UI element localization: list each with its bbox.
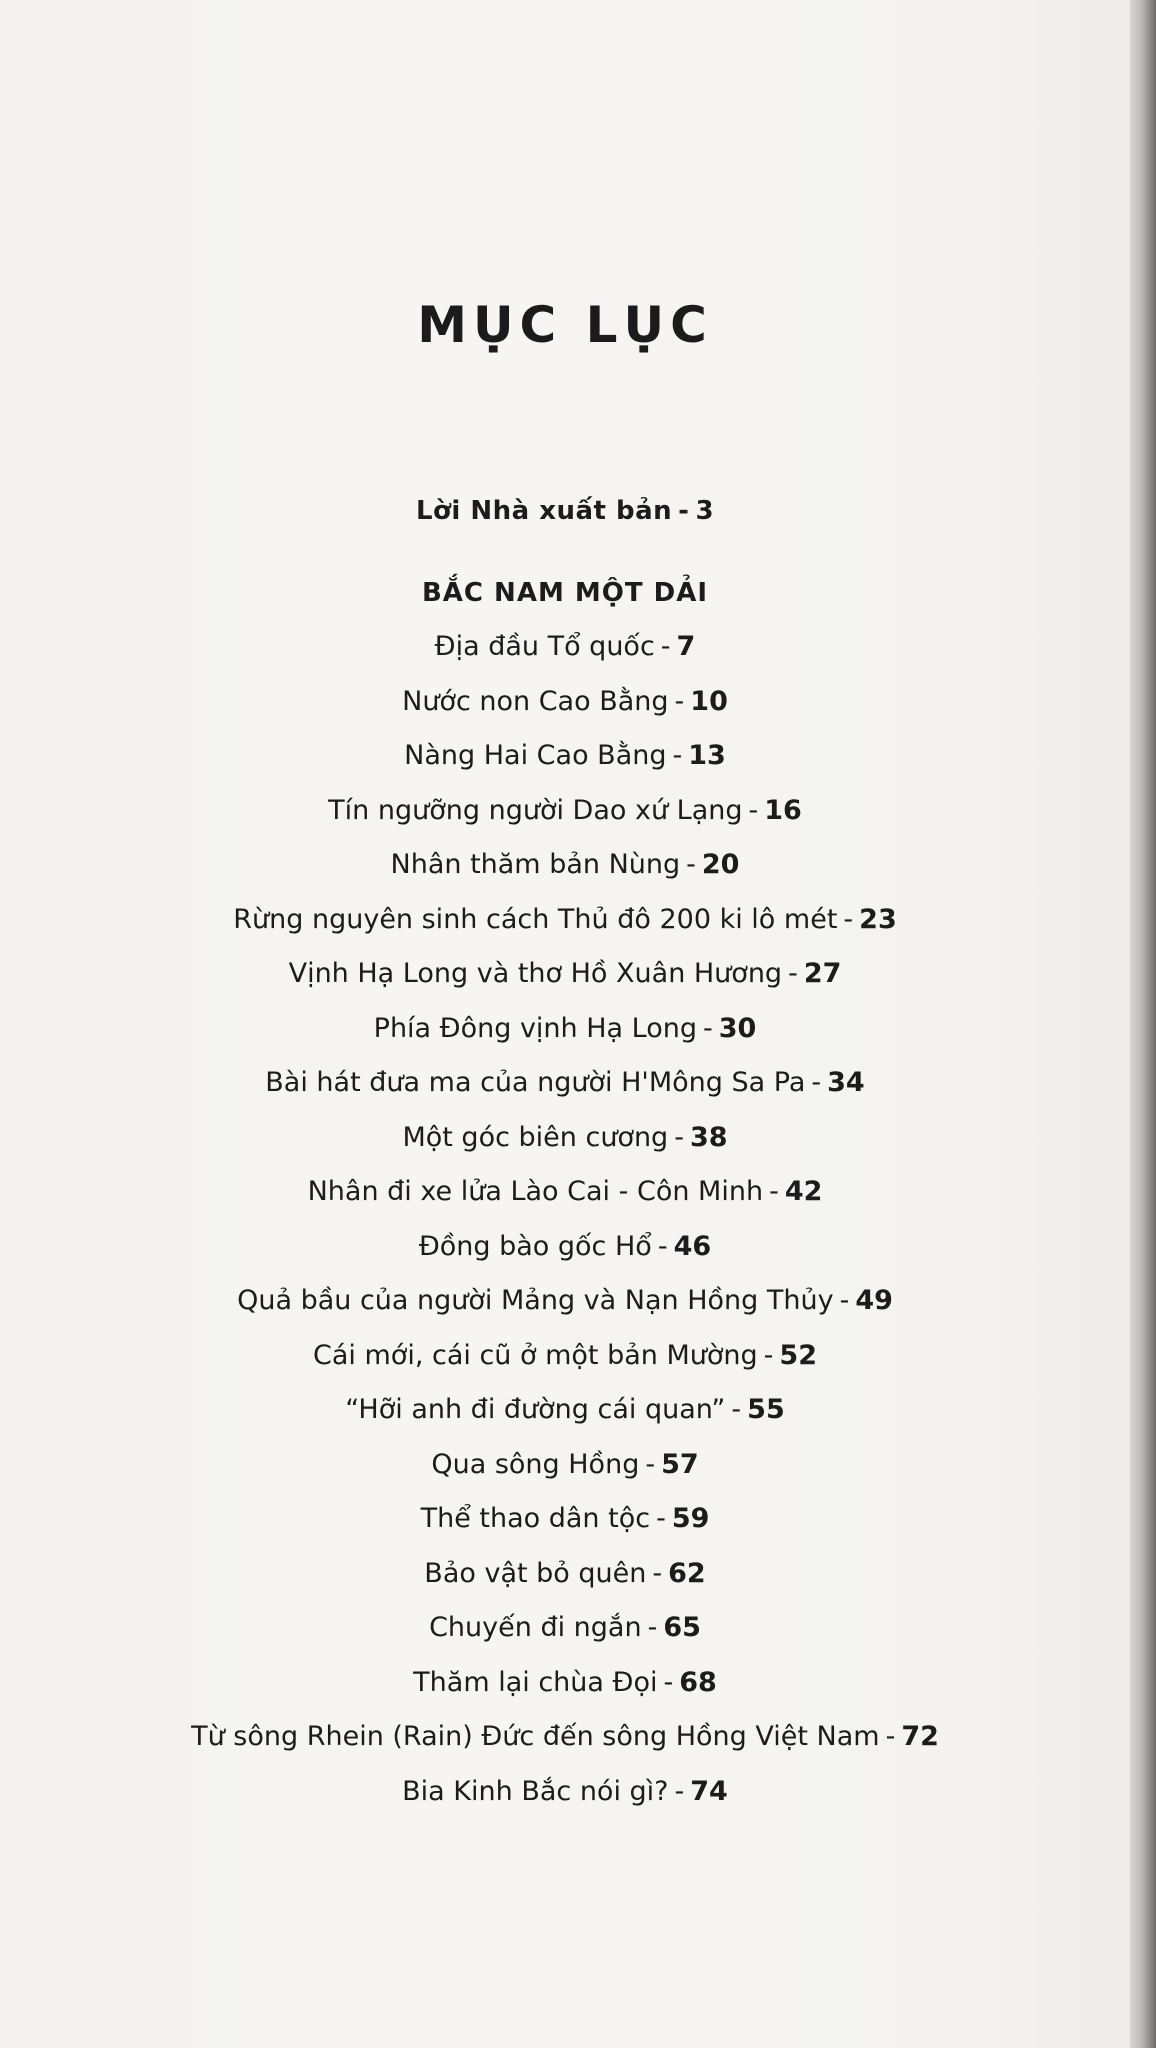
toc-entry-page: 57 bbox=[661, 1448, 699, 1480]
toc-entry-label: Bảo vật bỏ quên bbox=[424, 1557, 647, 1589]
toc-entry-page: 72 bbox=[901, 1721, 939, 1752]
toc-entry-label: Địa đầu Tổ quốc bbox=[434, 631, 655, 662]
toc-entry: Nàng Hai Cao Bằng - 13 bbox=[404, 740, 726, 771]
toc-entry: Nhân thăm bản Nùng - 20 bbox=[390, 849, 740, 880]
toc-entry: Cái mới, cái cũ ở một bản Mường - 52 bbox=[313, 1339, 817, 1371]
toc-entry-label: Bài hát đưa ma của người H'Mông Sa Pa bbox=[265, 1067, 806, 1098]
toc-entry: Quả bầu của người Mảng và Nạn Hồng Thủy - 49 bbox=[237, 1285, 893, 1316]
toc-entry-page: 20 bbox=[701, 849, 740, 880]
toc-entry-page: 10 bbox=[690, 685, 728, 717]
toc-entry: Thể thao dân tộc - 59 bbox=[420, 1503, 710, 1534]
toc-entry: Địa đầu Tổ quốc - 7 bbox=[434, 631, 696, 662]
toc-entry-label: Nhân thăm bản Nùng bbox=[390, 849, 681, 880]
toc-entry-page: 46 bbox=[673, 1230, 712, 1262]
toc-entry-page: 59 bbox=[671, 1503, 710, 1534]
toc-list bbox=[0, 484, 1130, 1819]
toc-entry-page: 23 bbox=[859, 903, 897, 935]
toc-entry: Bảo vật bỏ quên - 62 bbox=[424, 1557, 706, 1589]
toc-entry-page: 7 bbox=[676, 631, 696, 662]
toc-entry: Thăm lại chùa Đọi - 68 bbox=[413, 1666, 717, 1698]
toc-entry: Đồng bào gốc Hổ - 46 bbox=[418, 1230, 712, 1262]
toc-entry-label: Vịnh Hạ Long và thơ Hồ Xuân Hương bbox=[288, 958, 783, 989]
toc-entry: Nước non Cao Bằng - 10 bbox=[402, 685, 728, 717]
toc-title: MỤC LỤC bbox=[417, 296, 713, 354]
toc-entry-page: 55 bbox=[747, 1394, 785, 1425]
toc-entry-label: Qua sông Hồng bbox=[431, 1448, 640, 1480]
toc-entry-page: 49 bbox=[855, 1285, 893, 1316]
toc-entry: Chuyến đi ngắn - 65 bbox=[429, 1612, 701, 1643]
toc-entry-page: 3 bbox=[695, 496, 715, 526]
toc-entry-label: Nước non Cao Bằng bbox=[402, 685, 669, 717]
toc-entry-page: 13 bbox=[688, 740, 726, 771]
toc-entry-page: 34 bbox=[827, 1067, 865, 1098]
toc-entry-page: 27 bbox=[803, 958, 842, 989]
toc-entry: Nhân đi xe lửa Lào Cai - Côn Minh - 42 bbox=[307, 1176, 823, 1207]
toc-entry-page: 68 bbox=[679, 1666, 717, 1698]
toc-entry-page: 52 bbox=[779, 1339, 817, 1371]
toc-entry-label: Bia Kinh Bắc nói gì? bbox=[402, 1775, 669, 1807]
toc-entry-page: 16 bbox=[764, 794, 802, 826]
toc-entry-page: 65 bbox=[663, 1612, 701, 1643]
toc-section-title: BẮC NAM MỘT DẢI bbox=[421, 577, 709, 608]
toc-entry-label: Nàng Hai Cao Bằng bbox=[404, 740, 667, 771]
toc-entry-label: Quả bầu của người Mảng và Nạn Hồng Thủy bbox=[237, 1285, 834, 1316]
toc-entry-label: Từ sông Rhein (Rain) Đức đến sông Hồng Việt Nam bbox=[191, 1721, 880, 1752]
toc-entry-label: Rừng nguyên sinh cách Thủ đô 200 ki lô mét bbox=[233, 903, 838, 935]
toc-entry-page: 42 bbox=[784, 1176, 823, 1207]
toc-entry-label: Phía Đông vịnh Hạ Long bbox=[373, 1012, 698, 1044]
toc-entry: Bia Kinh Bắc nói gì? - 74 bbox=[402, 1775, 728, 1807]
toc-entry: Từ sông Rhein (Rain) Đức đến sông Hồng Việt Nam - 72 bbox=[191, 1721, 939, 1752]
toc-entry-preface: Lời Nhà xuất bản - 3 bbox=[415, 496, 715, 526]
toc-entry-label: Thể thao dân tộc bbox=[420, 1503, 651, 1534]
toc-entry-label: Đồng bào gốc Hổ bbox=[418, 1230, 652, 1262]
toc-entry: Vịnh Hạ Long và thơ Hồ Xuân Hương - 27 bbox=[288, 958, 842, 989]
toc-entry-label: Nhân đi xe lửa Lào Cai - Côn Minh bbox=[307, 1176, 764, 1207]
toc-entry-page: 62 bbox=[668, 1557, 706, 1589]
toc-entry: Bài hát đưa ma của người H'Mông Sa Pa - 34 bbox=[265, 1067, 865, 1098]
toc-entry: Phía Đông vịnh Hạ Long - 30 bbox=[373, 1012, 757, 1044]
toc-entry: Rừng nguyên sinh cách Thủ đô 200 ki lô mét - 23 bbox=[233, 903, 897, 935]
toc-entry-page: 74 bbox=[690, 1775, 728, 1807]
page-edge-shadow bbox=[1130, 0, 1156, 2048]
toc-entry-label: Lời Nhà xuất bản bbox=[415, 496, 673, 526]
toc-entry: Tín ngưỡng người Dao xứ Lạng - 16 bbox=[328, 794, 802, 826]
toc-entry-page: 30 bbox=[718, 1012, 757, 1044]
toc-entry: “Hỡi anh đi đường cái quan” - 55 bbox=[345, 1394, 785, 1425]
toc-entry: Một góc biên cương - 38 bbox=[402, 1121, 728, 1153]
toc-entry: Qua sông Hồng - 57 bbox=[431, 1448, 699, 1480]
toc-entry-label: Thăm lại chùa Đọi bbox=[413, 1666, 658, 1698]
toc-entry-page: 38 bbox=[689, 1121, 728, 1153]
toc-entry-label: Cái mới, cái cũ ở một bản Mường bbox=[313, 1339, 758, 1371]
toc-entry-label: Tín ngưỡng người Dao xứ Lạng bbox=[328, 794, 743, 826]
toc-entry-label: Một góc biên cương bbox=[402, 1121, 669, 1153]
toc-entry-label: Chuyến đi ngắn bbox=[429, 1612, 642, 1643]
toc-entry-label: “Hỡi anh đi đường cái quan” bbox=[345, 1394, 726, 1425]
